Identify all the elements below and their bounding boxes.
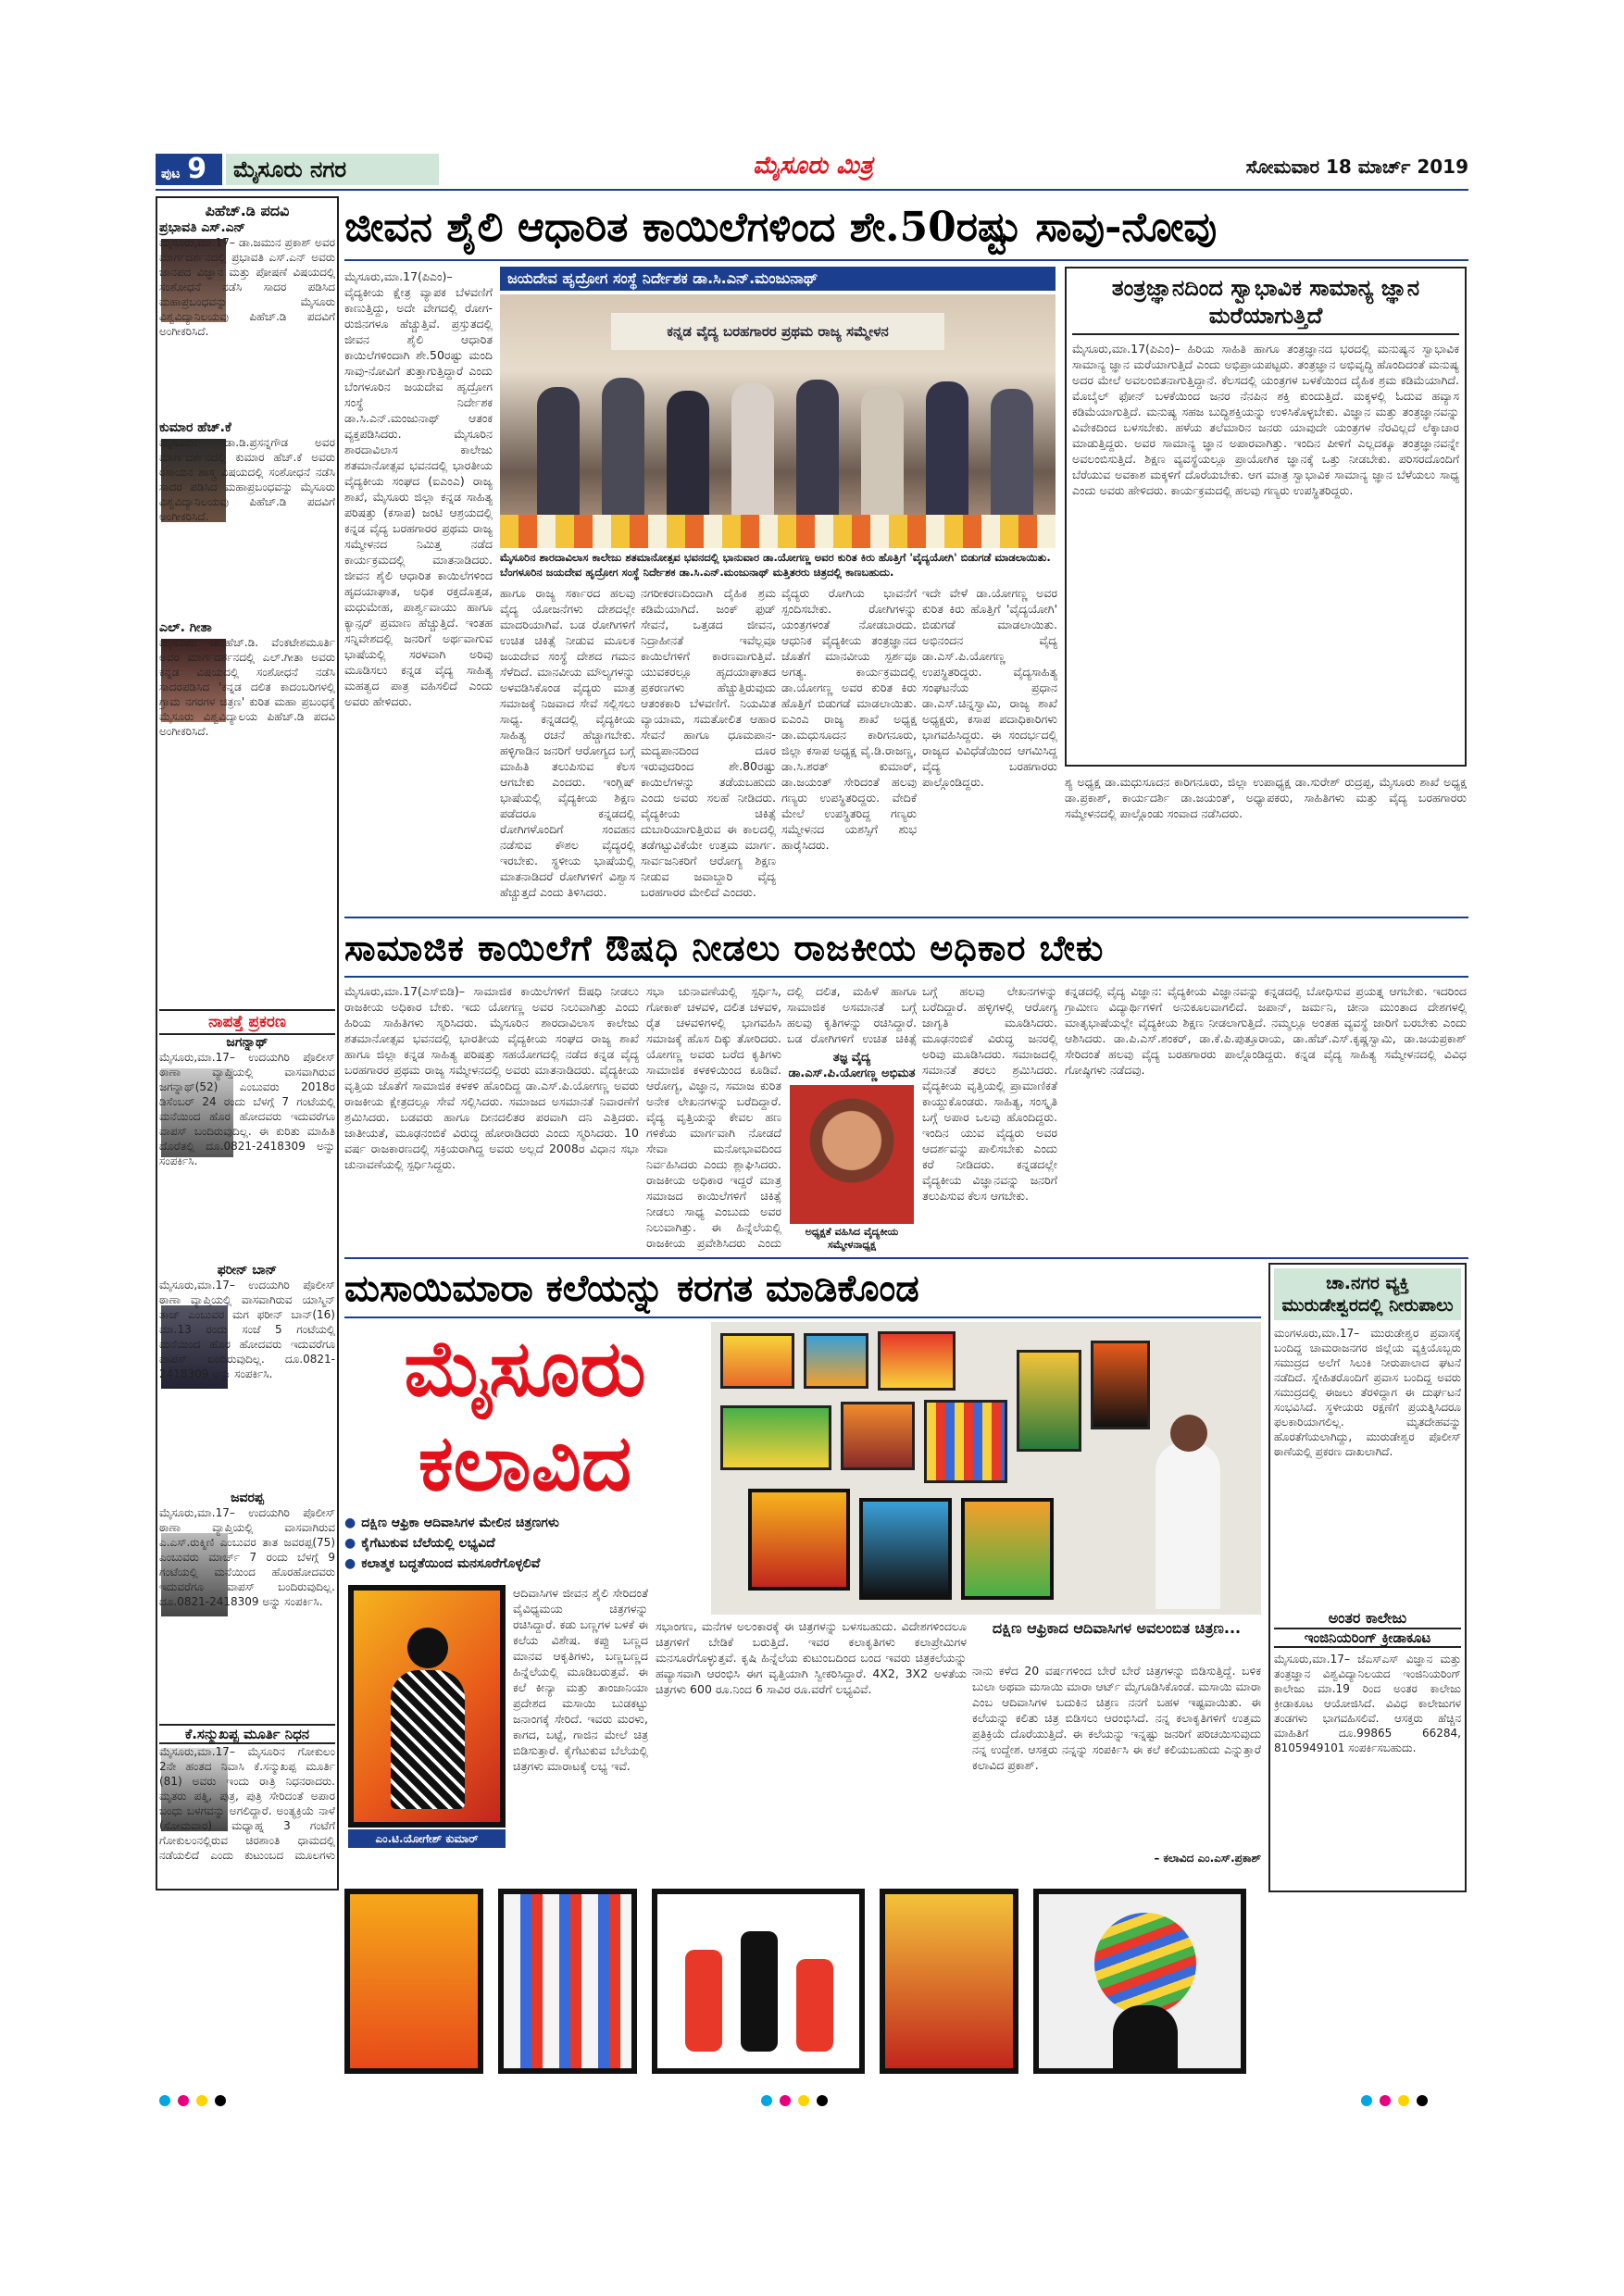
footer-color-dots-right [1357,2092,1468,2107]
story2-col1: ಮೈಸೂರು,ಮಾ.17(ಎಸ್‌ಬಿಡಿ)– ಸಾಮಾಜಿಕ ಕಾಯಿಲೆಗಳಿಗೆ ಔಷಧಿ ನೀಡಲು ರಾಜಕೀಯ ಅಧಿಕಾರ ಬೇಕು. ಇದು ಯೋಗಣ್ಣ ಅವರ ನಿಲುವಾಗಿತ್ತು ಎಂದು ಹಿರಿಯ ಸಾಹಿತಿಗಳು ಸ್ಮರಿಸಿದರು. ಮೈಸೂರಿನ ಶಾರದಾವಿಲಾಸ ಕಾಲೇಜು ಶತಮಾನೋತ್ಸವ ಭವನದಲ್ಲಿ ಭಾರತೀಯ ವೈದ್ಯಕೀಯ ಸಂಘದ ರಾಜ್ಯ ಶಾಖೆ ಹಾಗೂ ಜಿಲ್ಲಾ ಕನ್ನಡ ಸಾಹಿತ್ಯ ಪರಿಷತ್ತು ಸಹಯೋಗದಲ್ಲಿ ನಡೆದ ಕನ್ನಡ ವೈದ್ಯ ಬರಹಗಾರರ ಪ್ರಥಮ ರಾಜ್ಯ ಸಮ್ಮೇಳನದಲ್ಲಿ ಅವರು ಮಾತನಾಡಿದರು. ವೈದ್ಯಕೀಯ ವೃತ್ತಿಯ ಜೊತೆಗೆ ಸಾಮಾಜಿಕ ಕಳಕಳಿ ಹೊಂದಿದ್ದ ಡಾ.ಎಸ್.ಪಿ.ಯೋಗಣ್ಣ ಅವರು ರಾಜಕೀಯ ಕ್ಷೇತ್ರದಲ್ಲೂ ಸೇವೆ ಸಲ್ಲಿಸಿದರು. ಸಮಾಜದ ಅಸಮಾನತೆ ನಿವಾರಣೆಗೆ ಶ್ರಮಿಸಿದರು. ಬಡವರು ಹಾಗೂ ದೀನದಲಿತರ ಪರವಾಗಿ ದನಿ ಎತ್ತಿದರು. ಜಾತೀಯತೆ, ಮೂಢನಂಬಿಕೆ ವಿರುದ್ಧ ಹೋರಾಡಿದರು ಎಂದು ಸ್ಮರಿಸಿದರು. 10 ವರ್ಷ ರಾಜಕಾರಣದಲ್ಲಿ ಸಕ್ರಿಯರಾಗಿದ್ದ ಅವರು ಅಲ್ಲದೆ 2008ರ ವಿಧಾನ ಸಭಾ ಚುನಾವಣೆಯಲ್ಲಿ ಸ್ಪರ್ಧಿಸಿದ್ದರು. [344,984,639,1171]
registration-dot [1361,2095,1372,2106]
inset-portrait [790,1085,914,1224]
registration-dot [1398,2095,1409,2106]
header [156,148,1468,189]
story3-col2: ಆದಿವಾಸಿಗಳ ಜೀವನ ಶೈಲಿ ಸೇರಿದಂತೆ ವೈವಿಧ್ಯಮಯ ಚಿತ್ರಗಳನ್ನು ರಚಿಸಿದ್ದಾರೆ. ಕಡು ಬಣ್ಣಗಳ ಬಳಕೆ ಈ ಕಲೆಯ ವಿಶೇಷ. ಕಪ್ಪು ಬಣ್ಣದ ಮಾನವ ಆಕೃತಿಗಳು, ಬಣ್ಣಬಣ್ಣದ ಹಿನ್ನೆಲೆಯಲ್ಲಿ ಮೂಡಿಬರುತ್ತವೆ. ಈ ಕಲೆ ಕೀನ್ಯಾ ಮತ್ತು ತಾಂಜಾನಿಯಾ ಪ್ರದೇಶದ ಮಸಾಯಿ ಬುಡಕಟ್ಟು ಜನಾಂಗಕ್ಕೆ ಸೇರಿದೆ. ಇವರು ಮರಳು, ಕಾಗದ, ಬಟ್ಟೆ, ಗಾಜಿನ ಮೇಲೆ ಚಿತ್ರ ಬಿಡಿಸುತ್ತಾರೆ. ಕೈಗೆಟುಕುವ ಬೆಲೆಯಲ್ಲಿ ಚಿತ್ರಗಳು ಮಾರಾಟಕ್ಕೆ ಲಭ್ಯ ಇವೆ. [513,1586,648,1773]
story1-photo-caption: ಮೈಸೂರಿನ ಶಾರದಾವಿಲಾಸ ಕಾಲೇಜು ಶತಮಾನೋತ್ಸವ ಭವನದಲ್ಲಿ ಭಾನುವಾರ ಡಾ.ಯೋಗಣ್ಣ ಅವರ ಕುರಿತ ಕಿರು ಹೊತ್ತಿಗೆ 'ವೈದ್ಯಯೋಗಿ' ಬಿಡುಗಡೆ ಮಾಡಲಾಯಿತು. ಬೆಂಗಳೂರಿನ ಜಯದೇವ ಹೃದ್ರೋಗ ಸಂಸ್ಥೆ ನಿರ್ದೇಶಕ ಡಾ.ಸಿ.ಎನ್.ಮಂಜುನಾಥ್ ಮತ್ತಿತರರು ಚಿತ್ರದಲ್ಲಿ ಕಾಣಬಹುದು. [500,551,1051,579]
registration-dot [1417,2095,1428,2106]
registration-dot [798,2095,809,2106]
story1-headline: ಜೀವನ ಶೈಲಿ ಆಧಾರಿತ ಕಾಯಿಲೆಗಳಿಂದ ಶೇ.50ರಷ್ಟು ಸಾವು-ನೋವು [344,204,1218,251]
story3-bullets [344,1513,706,1578]
missing-title: ನಾಪತ್ತೆ ಪ್ರಕರಣ [159,1009,335,1035]
missing-section [159,1009,335,1722]
issue-date: ಸೋಮವಾರ 18 ಮಾರ್ಚ್ 2019 [1245,156,1468,178]
obituary-title: ಕೆ.ಸನ್ಮುಖಪ್ಪ ಮೂರ್ತಿ ನಿಧನ [159,1724,335,1744]
right-sidebar-text: ಮಂಗಳೂರು,ಮಾ.17– ಮುರುಡೇಶ್ವರ ಪ್ರವಾಸಕ್ಕೆ ಬಂದಿದ್ದ ಚಾಮರಾಜನಗರ ಜಿಲ್ಲೆಯ ವ್ಯಕ್ತಿಯೊಬ್ಬರು ಸಮುದ್ರದ ಅಲೆಗೆ ಸಿಲುಕಿ ನೀರುಪಾಲಾದ ಘಟನೆ ನಡೆದಿದೆ. ಸ್ನೇಹಿತರೊಂದಿಗೆ ಪ್ರವಾಸ ಬಂದಿದ್ದ ಅವರು ಸಮುದ್ರದಲ್ಲಿ ಈಜಲು ತೆರಳಿದ್ದಾಗ ಈ ದುರ್ಘಟನೆ ಸಂಭವಿಸಿದೆ. ಸ್ಥಳೀಯರು ರಕ್ಷಣೆಗೆ ಪ್ರಯತ್ನಿಸಿದರೂ ಫಲಕಾರಿಯಾಗಲಿಲ್ಲ. ಮೃತದೇಹವನ್ನು ಹೊರತೆಗೆಯಲಾಗಿದ್ದು, ಮುರುಡೇಶ್ವರ ಪೊಲೀಸ್ ಠಾಣೆಯಲ್ಲಿ ಪ್ರಕರಣ ದಾಖಲಾಗಿದೆ. [1274,1327,1461,1458]
phd-person1-name: ಪ್ರಭಾವತಿ ಎಸ್.ಎನ್ [159,220,245,235]
obituary-section [159,1724,335,1889]
footer-color-dots-left [156,2092,267,2107]
story1-col2: ಹಾಗೂ ರಾಜ್ಯ ಸರ್ಕಾರದ ಹಲವು ವೈದ್ಯ ಯೋಜನೆಗಳು ದೇಶದಲ್ಲೇ ಮಾದರಿಯಾಗಿವೆ. ಬಡ ರೋಗಿಗಳಿಗೆ ಉಚಿತ ಚಿಕಿತ್ಸೆ ನೀಡುವ ಮೂಲಕ ಜಯದೇವ ಸಂಸ್ಥೆ ದೇಶದ ಗಮನ ಸೆಳೆದಿದೆ. ಮಾನವೀಯ ಮೌಲ್ಯಗಳನ್ನು ಅಳವಡಿಸಿಕೊಂಡ ವೈದ್ಯರು ಮಾತ್ರ ಸಮಾಜಕ್ಕೆ ನಿಜವಾದ ಸೇವೆ ಸಲ್ಲಿಸಲು ಸಾಧ್ಯ. ಕನ್ನಡದಲ್ಲಿ ವೈದ್ಯಕೀಯ ಸಾಹಿತ್ಯ ರಚನೆ ಹೆಚ್ಚಾಗಬೇಕು. ಹಳ್ಳಿಗಾಡಿನ ಜನರಿಗೆ ಆರೋಗ್ಯದ ಬಗ್ಗೆ ಮಾಹಿತಿ ತಲುಪಿಸುವ ಕೆಲಸ ಆಗಬೇಕು ಎಂದರು. ಇಂಗ್ಲಿಷ್ ಭಾಷೆಯಲ್ಲಿ ವೈದ್ಯಕೀಯ ಶಿಕ್ಷಣ ಪಡೆದರೂ ಕನ್ನಡದಲ್ಲಿ ರೋಗಿಗಳೊಂದಿಗೆ ಸಂವಹನ ನಡೆಸುವ ಕೌಶಲ ವೈದ್ಯರಲ್ಲಿ ಇರಬೇಕು. ಸ್ಥಳೀಯ ಭಾಷೆಯಲ್ಲಿ ಮಾತನಾಡಿದರೆ ರೋಗಿಗಳಿಗೆ ವಿಶ್ವಾಸ ಹೆಚ್ಚುತ್ತದೆ ಎಂದು ತಿಳಿಸಿದರು. [500,586,635,899]
strip-painting-5 [1033,1889,1246,2074]
story2-col5: ಕನ್ನಡದಲ್ಲಿ ವೈದ್ಯ ವಿಜ್ಞಾನ: ವೈದ್ಯಕೀಯ ವಿಜ್ಞಾನವನ್ನು ಕನ್ನಡದಲ್ಲಿ ಬೋಧಿಸುವ ಪ್ರಯತ್ನ ಆಗಬೇಕು. ಇದರಿಂದ ಗ್ರಾಮೀಣ ವಿದ್ಯಾರ್ಥಿಗಳಿಗೆ ಅನುಕೂಲವಾಗಲಿದೆ. ಜಪಾನ್, ಜರ್ಮನಿ, ಚೀನಾ ಮುಂತಾದ ದೇಶಗಳಲ್ಲಿ ಮಾತೃಭಾಷೆಯಲ್ಲೇ ವೈದ್ಯಕೀಯ ಶಿಕ್ಷಣ ನೀಡಲಾಗುತ್ತಿದೆ. ನಮ್ಮಲ್ಲೂ ಅಂತಹ ವ್ಯವಸ್ಥೆ ಜಾರಿಗೆ ಬರಬೇಕು ಎಂದು ಆಶಿಸಿದರು. ಡಾ.ಪಿ.ಎಸ್.ಶಂಕರ್, ಡಾ.ಕೆ.ಪಿ.ಪುತ್ತೂರಾಯ, ಡಾ.ಹೆಚ್.ಎಸ್.ಕೃಷ್ಣಸ್ವಾಮಿ, ಡಾ.ಜಯಪ್ರಕಾಶ್ ಸೇರಿದಂತೆ ಹಲವು ವೈದ್ಯ ಬರಹಗಾರರು ಪಾಲ್ಗೊಂಡಿದ್ದರು. ಕನ್ನಡ ವೈದ್ಯ ಸಾಹಿತ್ಯ ಸಮ್ಮೇಳನದಲ್ಲಿ ವಿವಿಧ ಗೋಷ್ಠಿಗಳು ನಡೆದವು. [1065,984,1467,1077]
event-banner: ಕನ್ನಡ ವೈದ್ಯ ಬರಹಗಾರರ ಪ್ರಥಮ ರಾಜ್ಯ ಸಮ್ಮೇಳನ [611,313,944,350]
story1-sidebar [1065,267,1467,767]
strip-painting-2 [498,1889,637,2074]
phd-person2-name: ಕುಮಾರ ಹೆಚ್.ಕೆ [159,420,231,435]
story3-signature: – ಕಲಾವಿದ ಎಂ.ಎಸ್.ಪ್ರಕಾಶ್ [1154,1852,1261,1865]
inset-label: ತಜ್ಞ ವೈದ್ಯ ಡಾ.ಎಸ್.ಪಿ.ಯೋಗಣ್ಣ ಅಭಿಮತ [788,1051,916,1080]
story1-bottom-rule [344,917,1468,918]
painting-label: ಎಂ.ಟಿ.ಯೋಗೇಶ್ ಕುಮಾರ್ [348,1829,506,1848]
story2-headline: ಸಾಮಾಜಿಕ ಕಾಯಿಲೆಗೆ ಔಷಧಿ ನೀಡಲು ರಾಜಕೀಯ ಅಧಿಕಾರ ಬೇಕು [344,927,1105,968]
story3-headline: ಮಸಾಯಿಮಾರಾ ಕಲೆಯನ್ನು ಕರಗತ ಮಾಡಿಕೊಂಡ [344,1267,919,1310]
bullet-item: ● ಕಲಾತ್ಮಕ ಬದ್ಧತೆಯಿಂದ ಮನಸೂರೆಗೊಳ್ಳಲಿವೆ [344,1554,706,1574]
phd-person3-text: ಮೈಸೂರು: ಡಾ.ಹೆಚ್.ಡಿ. ವೆಂಕಟೇಶಮೂರ್ತಿ ಅವರ ಮಾರ್ಗದರ್ಶನದಲ್ಲಿ ಎಲ್.ಗೀತಾ ಅವರು ಕನ್ನಡ ವಿಷಯದಲ್ಲಿ ಸಂಶೋಧನೆ ನಡೆಸಿ ಸಾದರಪಡಿಸಿದ 'ಕನ್ನಡ ದಲಿತ ಕಾದಂಬರಿಗಳಲ್ಲಿ ಗ್ರಾಮ ನಗರಗಳ ಚಿತ್ರಣ' ಕುರಿತ ಮಹಾ ಪ್ರಬಂಧಕ್ಕೆ ಮೈಸೂರು ವಿಶ್ವವಿದ್ಯಾಲಯ ಪಿಹೆಚ್.ಡಿ ಪದವಿ ಅಂಗೀಕರಿಸಿದೆ. [159,636,335,738]
registration-dot [817,2095,828,2106]
header-rule [156,189,1468,191]
missing-person1-text: ಮೈಸೂರು,ಮಾ.17– ಉದಯಗಿರಿ ಪೊಲೀಸ್ ಠಾಣಾ ವ್ಯಾಪ್ತಿಯಲ್ಲಿ ವಾಸವಾಗಿರುವ ಜಗನ್ನಾಥ್(52) ಎಂಬುವರು 2018ರ ಡಿಸೆಂಬರ್ 24 ರಂದು ಬೆಳಗ್ಗೆ 7 ಗಂಟೆಯಲ್ಲಿ ಮನೆಯಿಂದ ಹೊರ ಹೋದವರು ಇದುವರೆಗೂ ವಾಪಸ್ ಬಂದಿರುವುದಿಲ್ಲ. ಈ ಕುರಿತು ಮಾಹಿತಿ ದೊರೆತಲ್ಲಿ ದೂ.0821-2418309 ಅನ್ನು ಸಂಪರ್ಕಿಸಿ. [159,1051,335,1167]
registration-dot [159,2095,170,2106]
story1-col4: ವೈದ್ಯರು ರೋಗಿಯ ಭಾವನೆಗೆ ಸ್ಪಂದಿಸಬೇಕು. ರೋಗಿಗಳನ್ನು ಯಂತ್ರಗಳಂತೆ ನೋಡಬಾರದು. ಆಧುನಿಕ ವೈದ್ಯಕೀಯ ತಂತ್ರಜ್ಞಾನದ ಜೊತೆಗೆ ಮಾನವೀಯ ಸ್ಪರ್ಶವೂ ಅಗತ್ಯ. ಕಾರ್ಯಕ್ರಮದಲ್ಲಿ ಡಾ.ಯೋಗಣ್ಣ ಅವರ ಕುರಿತ ಕಿರು ಹೊತ್ತಿಗೆ ಬಿಡುಗಡೆ ಮಾಡಲಾಯಿತು. ಐಎಂಎ ರಾಜ್ಯ ಶಾಖೆ ಅಧ್ಯಕ್ಷ ಡಾ.ಮಧುಸೂದನ ಕಾರಿಗನೂರು, ಜಿಲ್ಲಾ ಕಸಾಪ ಅಧ್ಯಕ್ಷ ವೈ.ಡಿ.ರಾಜಣ್ಣ, ಡಾ.ಸಿ.ಶರತ್ ಕುಮಾರ್, ಡಾ.ಜಯಂತ್ ಸೇರಿದಂತೆ ಹಲವು ಗಣ್ಯರು ಉಪಸ್ಥಿತರಿದ್ದರು. ವೇದಿಕೆ ಮೇಲೆ ಉಪಸ್ಥಿತರಿದ್ದ ಗಣ್ಯರು ಸಮ್ಮೇಳನದ ಯಶಸ್ಸಿಗೆ ಶುಭ ಹಾರೈಸಿದರು. [781,586,917,852]
strip-painting-3 [652,1889,865,2074]
story2-col2: ಸಭಾ ಚುನಾವಣೆಯಲ್ಲಿ ಸ್ಪರ್ಧಿಸಿ, ಗೋಕಾಕ್ ಚಳವಳಿ, ದಲಿತ ಚಳವಳಿ, ರೈತ ಚಳವಳಿಗಳಲ್ಲಿ ಭಾಗವಹಿಸಿ ಸಮಾಜಕ್ಕೆ ಹೊಸ ದಿಕ್ಕು ತೋರಿದರು. ಯೋಗಣ್ಣ ಅವರು ಬರೆದ ಕೃತಿಗಳು ಸಾಮಾಜಿಕ ಕಳಕಳಿಯಿಂದ ಕೂಡಿವೆ. ಆರೋಗ್ಯ, ವಿಜ್ಞಾನ, ಸಮಾಜ ಕುರಿತ ಅನೇಕ ಲೇಖನಗಳನ್ನು ಬರೆದಿದ್ದಾರೆ. ವೈದ್ಯ ವೃತ್ತಿಯನ್ನು ಕೇವಲ ಹಣ ಗಳಿಕೆಯ ಮಾರ್ಗವಾಗಿ ನೋಡದೆ ಸೇವಾ ಮನೋಭಾವದಿಂದ ನಿರ್ವಹಿಸಿದರು ಎಂದು ಶ್ಲಾಘಿಸಿದರು. ರಾಜಕೀಯ ಅಧಿಕಾರ ಇದ್ದರೆ ಮಾತ್ರ ಸಮಾಜದ ಕಾಯಿಲೆಗಳಿಗೆ ಚಿಕಿತ್ಸೆ ನೀಡಲು ಸಾಧ್ಯ ಎಂಬುದು ಅವರ ನಿಲುವಾಗಿತ್ತು. ಈ ಹಿನ್ನೆಲೆಯಲ್ಲಿ ರಾಜಕೀಯ ಪ್ರವೇಶಿಸಿದರು ಎಂದು [646,984,781,1250]
right-sidebar-sub1: ಅಂತರ ಕಾಲೇಜು [1328,1609,1407,1627]
registration-dot [780,2095,791,2106]
page-number-badge [156,154,222,185]
story1-event-photo [500,294,1056,548]
masthead: ಮೈಸೂರು ಮಿತ್ರ [753,152,873,180]
section-title: ಮೈಸೂರು ನಗರ [226,154,439,185]
registration-dot [196,2095,207,2106]
exhibition-photo [711,1322,1261,1615]
registration-dot [761,2095,772,2106]
featured-painting [348,1585,506,1828]
art-title: ದಕ್ಷಿಣ ಆಫ್ರಿಕಾದ ಆದಿವಾಸಿಗಳ ಅವಲಂಬಿತ ಚಿತ್ರಣ... [992,1619,1242,1637]
right-sidebar-sub-text: ಮೈಸೂರು,ಮಾ.17– ಜೆಎಸ್‌ಎಸ್ ವಿಜ್ಞಾನ ಮತ್ತು ತಂತ್ರಜ್ಞಾನ ವಿಶ್ವವಿದ್ಯಾನಿಲಯದ ಇಂಜಿನಿಯರಿಂಗ್ ಕಾಲೇಜು ಮಾ.19 ರಿಂದ ಅಂತರ ಕಾಲೇಜು ಕ್ರೀಡಾಕೂಟ ಆಯೋಜಿಸಿದೆ. ವಿವಿಧ ಕಾಲೇಜುಗಳ ತಂಡಗಳು ಭಾಗವಹಿಸಲಿವೆ. ಆಸಕ್ತರು ಹೆಚ್ಚಿನ ಮಾಹಿತಿಗೆ ದೂ.99865 66284, 8105949101 ಸಂಪರ್ಕಿಸಬಹುದು. [1274,1653,1461,1754]
phd-person1-text: ಮೈಸೂರು,ಮಾ.17– ಡಾ.ಜಮುನ ಪ್ರಕಾಶ್ ಅವರ ಮಾರ್ಗದರ್ಶನದಲ್ಲಿ ಪ್ರಭಾವತಿ ಎಸ್.ಎನ್ ಅವರು ಜಾನಪದ ವಿಜ್ಞಾನ ಮತ್ತು ಪೋಷಣೆ ವಿಷಯದಲ್ಲಿ ಸಂಶೋಧನೆ ನಡೆಸಿ ಸಾದರ ಪಡಿಸಿದ ಮಹಾಪ್ರಬಂಧವನ್ನು ಮೈಸೂರು ವಿಶ್ವವಿದ್ಯಾನಿಲಯವು ಪಿಹೆಚ್.ಡಿ ಪದವಿಗೆ ಅಂಗೀಕರಿಸಿದೆ. [159,236,335,338]
big-title-line1: ಮೈಸೂರು [404,1323,646,1414]
strip-painting-1 [344,1889,483,2074]
missing-person2-text: ಮೈಸೂರು,ಮಾ.17– ಉದಯಗಿರಿ ಪೊಲೀಸ್ ಠಾಣಾ ವ್ಯಾಪ್ತಿಯಲ್ಲಿ ವಾಸವಾಗಿರುವ ಯಾಸ್ಮಿನ್ ತಾಜ್ ಎಂಬುವರ ಮಗ ಫರೀನ್ ಬಾನ್(16) ಮಾ.13 ರಂದು ಸಂಜೆ 5 ಗಂಟೆಯಲ್ಲಿ ಮನೆಯಿಂದ ಹೊರ ಹೋದವರು ಇದುವರೆಗೂ ವಾಪಸ್ ಬಂದಿರುವುದಿಲ್ಲ. ದೂ.0821-2418309 ಅನ್ನು ಸಂಪರ್ಕಿಸಿ. [159,1279,335,1380]
story1-headline-rule [344,259,1468,261]
page-label: ಪುಟ [161,167,181,181]
phd-person3-name: ಎಲ್. ಗೀತಾ [159,620,212,635]
story3-headline-rule [344,1316,1261,1318]
story3-col4: ನಾನು ಕಳೆದ 20 ವರ್ಷಗಳಿಂದ ಬೇರೆ ಬೇರೆ ಚಿತ್ರಗಳನ್ನು ಬಿಡಿಸುತ್ತಿದ್ದೆ. ಬಳಿಕ ಬುಲಾ ಅಥವಾ ಮಸಾಯಿ ಮಾರಾ ಆರ್ಟ್ ಮೈಗೂಡಿಸಿಕೊಂಡೆ. ಮಸಾಯಿ ಮಾರಾ ಎಂಬ ಆದಿವಾಸಿಗಳ ಬದುಕಿನ ಚಿತ್ರಣ ನನಗೆ ಬಹಳ ಇಷ್ಟವಾಯಿತು. ಈ ಕಲೆಯನ್ನು ಕಲಿತು ಚಿತ್ರ ಬಿಡಿಸಲು ಆರಂಭಿಸಿದೆ. ನನ್ನ ಕಲಾಕೃತಿಗಳಿಗೆ ಉತ್ತಮ ಪ್ರತಿಕ್ರಿಯೆ ದೊರೆಯುತ್ತಿದೆ. ಈ ಕಲೆಯನ್ನು ಇನ್ನಷ್ಟು ಜನರಿಗೆ ಪರಿಚಯಿಸುವುದು ನನ್ನ ಉದ್ದೇಶ. ಆಸಕ್ತರು ನನ್ನನ್ನು ಸಂಪರ್ಕಿಸಿ ಈ ಕಲೆ ಕಲಿಯಬಹುದು ಎನ್ನುತ್ತಾರೆ ಕಲಾವಿದ ಪ್ರಕಾಶ್. [972,1664,1261,1772]
registration-dot [215,2095,226,2106]
missing-person2-name: ಫರೀನ್ ಬಾನ್ [217,1263,278,1278]
inset-caption: ಅಧ್ಯಕ್ಷತೆ ವಹಿಸಿದ ವೈದ್ಯಕೀಯ ಸಮ್ಮೇಳನಾಧ್ಯಕ್ಷ [805,1226,899,1251]
story2-col3: ದಲ್ಲಿ ದಲಿತ, ಮಹಿಳೆ ಹಾಗೂ ಸಾಮಾಜಿಕ ಅಸಮಾನತೆ ಬಗ್ಗೆ ಹಲವು ಕೃತಿಗಳನ್ನು ರಚಿಸಿದ್ದಾರೆ. ಬಡ ರೋಗಿಗಳಿಗೆ ಉಚಿತ ಚಿಕಿತ್ಸೆ [787,984,917,1045]
right-sidebar-title: ಚಾ.ನಗರ ವ್ಯಕ್ತಿ ಮುರುಡೇಶ್ವರದಲ್ಲಿ ನೀರುಪಾಲು [1274,1268,1461,1320]
story1-col5: ಇದೇ ವೇಳೆ ಡಾ.ಯೋಗಣ್ಣ ಅವರ ಕುರಿತ ಕಿರು ಹೊತ್ತಿಗೆ 'ವೈದ್ಯಯೋಗಿ' ಬಿಡುಗಡೆ ಮಾಡಲಾಯಿತು. ಅಭಿನಂದನ ವೈದ್ಯ ಡಾ.ಎಸ್.ಪಿ.ಯೋಗಣ್ಣ ಉಪಸ್ಥಿತರಿದ್ದರು. ವೈದ್ಯಸಾಹಿತ್ಯ ಸಂಘಟನೆಯ ಪ್ರಧಾನ ಡಾ.ಎಸ್.ಚಿನ್ನಸ್ವಾಮಿ, ರಾಜ್ಯ ಶಾಖೆ ಅಧ್ಯಕ್ಷರು, ಕಸಾಪ ಪದಾಧಿಕಾರಿಗಳು ಭಾಗವಹಿಸಿದ್ದರು. ಈ ಸಂದರ್ಭದಲ್ಲಿ ರಾಜ್ಯದ ವಿವಿಧೆಡೆಯಿಂದ ಆಗಮಿಸಿದ್ದ ವೈದ್ಯ ಬರಹಗಾರರು ಪಾಲ್ಗೊಂಡಿದ್ದರು. [922,586,1057,789]
registration-dot [1380,2095,1391,2106]
right-sidebar-sub2: ಇಂಜಿನಿಯರಿಂಗ್ ಕ್ರೀಡಾಕೂಟ [1274,1628,1461,1648]
page-number: 9 [187,153,207,185]
bullet-item: ● ದಕ್ಷಿಣ ಆಫ್ರಿಕಾ ಆದಿವಾಸಿಗಳ ಮೇಲಿನ ಚಿತ್ರಣಗಳು [344,1513,706,1533]
story2-inset [787,1050,917,1252]
story3-col3: ಸಭಾಂಗಣ, ಮನೆಗಳ ಅಲಂಕಾರಕ್ಕೆ ಈ ಚಿತ್ರಗಳನ್ನು ಬಳಸಬಹುದು. ವಿದೇಶಗಳಿಂದಲೂ ಚಿತ್ರಗಳಿಗೆ ಬೇಡಿಕೆ ಬರುತ್ತಿದೆ. ಇವರ ಕಲಾಕೃತಿಗಳು ಕಲಾಪ್ರೇಮಿಗಳ ಮನಸೂರೆಗೊಳ್ಳುತ್ತವೆ. ಕೃಷಿ ಹಿನ್ನೆಲೆಯ ಕುಟುಂಬದಿಂದ ಬಂದ ಇವರು ಚಿತ್ರಕಲೆಯನ್ನು ಹವ್ಯಾಸವಾಗಿ ಆರಂಭಿಸಿ ಈಗ ವೃತ್ತಿಯಾಗಿ ಸ್ವೀಕರಿಸಿದ್ದಾರೆ. 4X2, 3X2 ಅಳತೆಯ ಚಿತ್ರಗಳು 600 ರೂ.ನಿಂದ 6 ಸಾವಿರ ರೂ.ವರೆಗೆ ಲಭ್ಯವಿವೆ. [656,1619,967,1696]
missing-person1-name: ಜಗನ್ನಾಥ್ [226,1035,269,1050]
story1-col1: ಮೈಸೂರು,ಮಾ.17(ಪಿಎಂ)– ವೈದ್ಯಕೀಯ ಕ್ಷೇತ್ರ ವ್ಯಾಪಕ ಬೆಳವಣಿಗೆ ಕಾಣುತ್ತಿದ್ದು, ಅದೇ ವೇಗದಲ್ಲಿ ರೋಗ-ರುಜಿನಗಳೂ ಹೆಚ್ಚುತ್ತಿವೆ. ಪ್ರಸ್ತುತದಲ್ಲಿ ಜೀವನ ಶೈಲಿ ಆಧಾರಿತ ಕಾಯಿಲೆಗಳಿಂದಾಗಿ ಶೇ.50ರಷ್ಟು ಮಂದಿ ಸಾವು-ನೋವಿಗೆ ತುತ್ತಾಗುತ್ತಿದ್ದಾರೆ ಎಂದು ಬೆಂಗಳೂರಿನ ಜಯದೇವ ಹೃದ್ರೋಗ ಸಂಸ್ಥೆ ನಿರ್ದೇಶಕ ಡಾ.ಸಿ.ಎನ್.ಮಂಜುನಾಥ್ ಆತಂಕ ವ್ಯಕ್ತಪಡಿಸಿದರು. ಮೈಸೂರಿನ ಶಾರದಾವಿಲಾಸ ಕಾಲೇಜು ಶತಮಾನೋತ್ಸವ ಭವನದಲ್ಲಿ ಭಾರತೀಯ ವೈದ್ಯಕೀಯ ಸಂಘದ (ಐಎಂಎ) ರಾಜ್ಯ ಶಾಖೆ, ಮೈಸೂರು ಜಿಲ್ಲಾ ಕನ್ನಡ ಸಾಹಿತ್ಯ ಪರಿಷತ್ತು (ಕಸಾಪ) ಜಂಟಿ ಆಶ್ರಯದಲ್ಲಿ ಕನ್ನಡ ವೈದ್ಯ ಬರಹಗಾರರ ಪ್ರಥಮ ರಾಜ್ಯ ಸಮ್ಮೇಳನದ ನಿಮಿತ್ತ ನಡೆದ ಕಾರ್ಯಕ್ರಮದಲ್ಲಿ ಮಾತನಾಡಿದರು. ಜೀವನ ಶೈಲಿ ಆಧಾರಿತ ಕಾಯಿಲೆಗಳಿಂದ ಹೃದಯಾಘಾತ, ಅಧಿಕ ರಕ್ತದೊತ್ತಡ, ಮಧುಮೇಹ, ಪಾರ್ಶ್ವವಾಯು ಹಾಗೂ ಕ್ಯಾನ್ಸರ್ ಪ್ರಮಾಣ ಹೆಚ್ಚುತ್ತಿದೆ. ಇಂತಹ ಸನ್ನಿವೇಶದಲ್ಲಿ ಜನರಿಗೆ ಅರ್ಥವಾಗುವ ಭಾಷೆಯಲ್ಲಿ ಸರಳವಾಗಿ ಅರಿವು ಮೂಡಿಸಲು ಕನ್ನಡ ವೈದ್ಯ ಸಾಹಿತ್ಯ ಮಹತ್ವದ ಪಾತ್ರ ವಹಿಸಲಿದೆ ಎಂದು ಅವರು ಹೇಳಿದರು. [344,269,493,708]
phd-section [159,202,335,1007]
phd-person2-text: ಮೈಸೂರು: ಡಾ.ಡಿ.ಪ್ರಸನ್ನಗೌಡ ಅವರ ಮಾರ್ಗದರ್ಶನದಲ್ಲಿ ಕುಮಾರ ಹೆಚ್.ಕೆ ಅವರು ರಸಾಯನ ಶಾಸ್ತ್ರ ವಿಷಯದಲ್ಲಿ ಸಂಶೋಧನೆ ನಡೆಸಿ ಸಾದರ ಪಡಿಸಿದ ಮಹಾಪ್ರಬಂಧವನ್ನು ಮೈಸೂರು ವಿಶ್ವವಿದ್ಯಾನಿಲಯವು ಪಿಹೆಚ್.ಡಿ ಪದವಿಗೆ ಅಂಗೀಕರಿಸಿದೆ. [159,436,335,523]
phd-title: ಪಿಹೆಚ್.ಡಿ ಪದವಿ [205,202,290,219]
big-title-line2: ಕಲಾವಿದ [418,1417,632,1508]
story2-col4: ಬಗ್ಗೆ ಹಲವು ಲೇಖನಗಳನ್ನು ಬರೆದಿದ್ದಾರೆ. ಹಳ್ಳಿಗಳಲ್ಲಿ ಆರೋಗ್ಯ ಜಾಗೃತಿ ಮೂಡಿಸಿದರು. ಮೂಢನಂಬಿಕೆ ವಿರುದ್ಧ ಜನರಲ್ಲಿ ಅರಿವು ಮೂಡಿಸಿದರು. ಸಮಾಜದಲ್ಲಿ ಸಮಾನತೆ ತರಲು ಶ್ರಮಿಸಿದರು. ವೈದ್ಯಕೀಯ ವೃತ್ತಿಯಲ್ಲಿ ಪ್ರಾಮಾಣಿಕತೆ ಕಾಯ್ದುಕೊಂಡರು. ಸಾಹಿತ್ಯ, ಸಂಸ್ಕೃತಿ ಬಗ್ಗೆ ಅಪಾರ ಒಲವು ಹೊಂದಿದ್ದರು. ಇಂದಿನ ಯುವ ವೈದ್ಯರು ಅವರ ಆದರ್ಶವನ್ನು ಪಾಲಿಸಬೇಕು ಎಂದು ಕರೆ ನೀಡಿದರು. ಕನ್ನಡದಲ್ಲೇ ವೈದ್ಯಕೀಯ ವಿಜ್ಞಾನವನ್ನು ಜನರಿಗೆ ತಲುಪಿಸುವ ಕೆಲಸ ಆಗಬೇಕು. [922,984,1057,1203]
story1-col6: ಶ್ಯ ಅಧ್ಯಕ್ಷ ಡಾ.ಮಧುಸೂದನ ಕಾರಿಗನೂರು, ಜಿಲ್ಲಾ ಉಪಾಧ್ಯಕ್ಷ ಡಾ.ಸುರೇಶ್ ರುದ್ರಪ್ಪ, ಮೈಸೂರು ಶಾಖೆ ಅಧ್ಯಕ್ಷ ಡಾ.ಪ್ರಕಾಶ್, ಕಾರ್ಯದರ್ಶಿ ಡಾ.ಜಯಂತ್, ಅಧ್ಯಾಪಕರು, ಸಾಹಿತಿಗಳು ಮತ್ತು ವೈದ್ಯ ಬರಹಗಾರರು ಸಮ್ಮೇಳನದಲ್ಲಿ ಪಾಲ್ಗೊಂಡು ಸಂವಾದ ನಡೆಸಿದರು. [1065,775,1467,820]
story2-bottom-rule [344,1257,1468,1259]
story2-headline-rule [344,976,1468,978]
bullet-item: ● ಕೈಗೆಟುಕುವ ಬೆಲೆಯಲ್ಲಿ ಲಭ್ಯವಿದೆ [344,1533,706,1554]
footer-color-dots-center [757,2092,868,2107]
paintings-strip [344,1889,1261,2083]
story1-subhead: ಜಯದೇವ ಹೃದ್ರೋಗ ಸಂಸ್ಥೆ ನಿರ್ದೇಶಕ ಡಾ.ಸಿ.ಎನ್.ಮಂಜುನಾಥ್ [500,267,1056,291]
obituary-text: ಮೈಸೂರು,ಮಾ.17– ಮೈಸೂರಿನ ಗೋಕುಲಂ 2ನೇ ಹಂತದ ನಿವಾಸಿ ಕೆ.ಸನ್ಮುಖಪ್ಪ ಮೂರ್ತಿ (81) ಅವರು ಇಂದು ರಾತ್ರಿ ನಿಧನರಾದರು. ಮೃತರು ಪತ್ನಿ, ಪುತ್ರ, ಪುತ್ರಿ ಸೇರಿದಂತೆ ಅಪಾರ ಬಂಧು ಬಳಗವನ್ನು ಅಗಲಿದ್ದಾರೆ. ಅಂತ್ಯಕ್ರಿಯೆ ನಾಳೆ (ಸೋಮವಾರ) ಮಧ್ಯಾಹ್ನ 3 ಗಂಟೆಗೆ ಗೋಕುಲಂನಲ್ಲಿರುವ ಚಿರಶಾಂತಿ ಧಾಮದಲ್ಲಿ ನಡೆಯಲಿದೆ ಎಂದು ಕುಟುಂಬದ ಮೂಲಗಳು [159,1745,335,1862]
flower-decoration [500,515,1056,548]
missing-person3-text: ಮೈಸೂರು,ಮಾ.17– ಉದಯಗಿರಿ ಪೊಲೀಸ್ ಠಾಣಾ ವ್ಯಾಪ್ತಿಯಲ್ಲಿ ವಾಸವಾಗಿರುವ ಎ.ಎಸ್.ರುಕ್ಮಿಣಿ ಎಂಬುವರ ತಾತ ಜವರಪ್ಪ(75) ಎಂಬುವರು ಮಾರ್ಚ್ 7 ರಂದು ಬೆಳಗ್ಗೆ 9 ಗಂಟೆಯಲ್ಲಿ ಮನೆಯಿಂದ ಹೊರಹೋದವರು ಇದುವರೆಗೂ ವಾಪಸ್ ಬಂದಿರುವುದಿಲ್ಲ. ದೂ.0821-2418309 ಅನ್ನು ಸಂಪರ್ಕಿಸಿ. [159,1506,335,1608]
missing-person3-name: ಜವರಪ್ಪ [231,1491,264,1505]
story1-col3: ನಗರೀಕರಣದಿಂದಾಗಿ ದೈಹಿಕ ಶ್ರಮ ಕಡಿಮೆಯಾಗಿದೆ. ಜಂಕ್ ಫುಡ್ ಸೇವನೆ, ಒತ್ತಡದ ಜೀವನ, ನಿದ್ರಾಹೀನತೆ ಇವೆಲ್ಲವೂ ಕಾಯಿಲೆಗಳಿಗೆ ಕಾರಣವಾಗುತ್ತಿವೆ. ಯುವಕರಲ್ಲೂ ಹೃದಯಾಘಾತದ ಪ್ರಕರಣಗಳು ಹೆಚ್ಚುತ್ತಿರುವುದು ಆತಂಕಕಾರಿ ಬೆಳವಣಿಗೆ. ನಿಯಮಿತ ವ್ಯಾಯಾಮ, ಸಮತೋಲಿತ ಆಹಾರ ಸೇವನೆ ಹಾಗೂ ಧೂಮಪಾನ-ಮದ್ಯಪಾನದಿಂದ ದೂರ ಇರುವುದರಿಂದ ಶೇ.80ರಷ್ಟು ಕಾಯಿಲೆಗಳನ್ನು ತಡೆಯಬಹುದು ಎಂದು ಅವರು ಸಲಹೆ ನೀಡಿದರು. ವೈದ್ಯಕೀಯ ಚಿಕಿತ್ಸೆ ದುಬಾರಿಯಾಗುತ್ತಿರುವ ಈ ಕಾಲದಲ್ಲಿ ತಡೆಗಟ್ಟುವಿಕೆಯೇ ಉತ್ತಮ ಮಾರ್ಗ. ಸಾರ್ವಜನಿಕರಿಗೆ ಆರೋಗ್ಯ ಶಿಕ್ಷಣ ನೀಡುವ ಜವಾಬ್ದಾರಿ ವೈದ್ಯ ಬರಹಗಾರರ ಮೇಲಿದೆ ಎಂದರು. [641,586,776,899]
sidebar-text: ಮೈಸೂರು,ಮಾ.17(ಪಿಎಂ)– ಹಿರಿಯ ಸಾಹಿತಿ ಹಾಗೂ ತಂತ್ರಜ್ಞಾನದ ಭರದಲ್ಲಿ ಮನುಷ್ಯನ ಸ್ವಾಭಾವಿಕ ಸಾಮಾನ್ಯ ಜ್ಞಾನ ಮರೆಯಾಗುತ್ತಿದೆ ಎಂದು ಅಭಿಪ್ರಾಯಪಟ್ಟರು. ತಂತ್ರಜ್ಞಾನ ಅಭಿವೃದ್ಧಿ ಹೊಂದಿದಂತೆ ಮನುಷ್ಯ ಅದರ ಮೇಲೆ ಅವಲಂಬಿತನಾಗುತ್ತಿದ್ದಾನೆ. ಕೆಲಸದಲ್ಲಿ ಯಂತ್ರಗಳ ಬಳಕೆಯಿಂದ ದೈಹಿಕ ಶ್ರಮ ಕಡಿಮೆಯಾಗಿದೆ. ಮೊಬೈಲ್ ಫೋನ್ ಬಳಕೆಯಿಂದ ಜನರ ನೆನಪಿನ ಶಕ್ತಿ ಕುಂದುತ್ತಿದೆ. ಮಕ್ಕಳಲ್ಲಿ ಓದುವ ಹವ್ಯಾಸ ಕಡಿಮೆಯಾಗುತ್ತಿದೆ. ಮನುಷ್ಯ ಸಹಜ ಬುದ್ಧಿಶಕ್ತಿಯನ್ನು ಉಳಿಸಿಕೊಳ್ಳಬೇಕು. ವಿಜ್ಞಾನ ಮತ್ತು ತಂತ್ರಜ್ಞಾನವನ್ನು ವಿವೇಕದಿಂದ ಬಳಸಬೇಕು. ಹಳೆಯ ತಲೆಮಾರಿನ ಜನರು ಯಾವುದೇ ಯಂತ್ರಗಳ ನೆರವಿಲ್ಲದೆ ಲೆಕ್ಕಾಚಾರ ಮಾಡುತ್ತಿದ್ದರು. ಅವರ ಸಾಮಾನ್ಯ ಜ್ಞಾನ ಅಪಾರವಾಗಿತ್ತು. ಇಂದಿನ ಪೀಳಿಗೆ ಎಲ್ಲದಕ್ಕೂ ತಂತ್ರಜ್ಞಾನವನ್ನೇ ಅವಲಂಬಿಸುತ್ತಿದೆ. ಶಿಕ್ಷಣ ವ್ಯವಸ್ಥೆಯಲ್ಲೂ ಪ್ರಾಯೋಗಿಕ ಜ್ಞಾನಕ್ಕೆ ಒತ್ತು ನೀಡಬೇಕು. ಪರಿಸರದೊಂದಿಗೆ ಬೆರೆಯುವ ಅವಕಾಶ ಮಕ್ಕಳಿಗೆ ದೊರೆಯಬೇಕು. ಆಗ ಮಾತ್ರ ಸ್ವಾಭಾವಿಕ ಸಾಮಾನ್ಯ ಜ್ಞಾನ ಬೆಳೆಯಲು ಸಾಧ್ಯ ಎಂದು ಅವರು ಹೇಳಿದರು. ಕಾರ್ಯಕ್ರಮದಲ್ಲಿ ಹಲವು ಗಣ್ಯರು ಉಪಸ್ಥಿತರಿದ್ದರು. [1072,342,1459,497]
right-sidebar [1268,1263,1467,1892]
registration-dot [178,2095,189,2106]
sidebar-title: ತಂತ್ರಜ್ಞಾನದಿಂದ ಸ್ವಾಭಾವಿಕ ಸಾಮಾನ್ಯ ಜ್ಞಾನ ಮರೆಯಾಗುತ್ತಿದೆ [1072,274,1459,335]
stage-people [500,368,1056,517]
strip-painting-4 [880,1889,1018,2074]
